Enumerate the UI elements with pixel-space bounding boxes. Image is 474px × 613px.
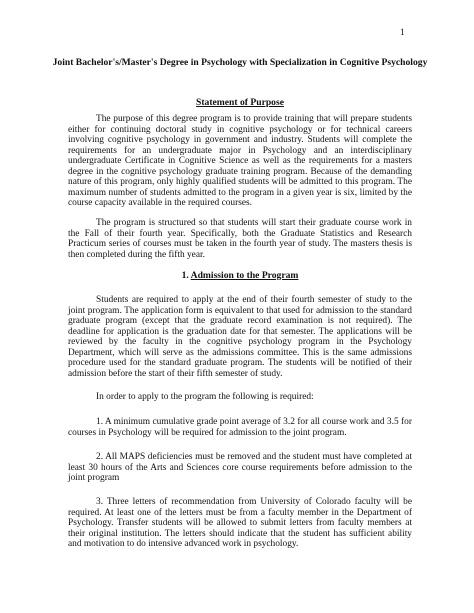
requirements-intro: In order to apply to the program the following is required: [96, 392, 314, 402]
structure-paragraph: The program is structured so that students will start their graduate course work in the Fall of their fourth year. Specifically, both the Graduate Statistics and Research Practicum series of courses must be taken in the fourth year of study. The masters thesis is then completed during the fifth year. [68, 218, 412, 260]
document-title: Joint Bachelor's/Master's Degree in Psychology with Specialization in Cognitive Psychology [52, 57, 428, 68]
section-number: 1. [181, 270, 189, 281]
requirement-gpa: 1. A minimum cumulative grade point average of 3.2 for all course work and 3.5 for courses in Psychology will be required for admission to the joint program. [68, 417, 412, 438]
admission-paragraph: Students are required to apply at the end of their fourth semester of study to the joint program. The application form is equivalent to that used for admission to the standard graduate program (except that the graduate record examination is not required). The deadline for application is the graduation date for that semester. The applications will be reviewed by the faculty in the cognitive psychology program in the Psychology Department, which will serve as the admissions committee. This is the same admissions procedure used for the standard graduate program. The students will be notified of their admission before the start of their fifth semester of study. [68, 295, 412, 379]
section-title: Admission to the Program [190, 270, 299, 281]
requirement-maps: 2. All MAPS deficiencies must be removed and the student must have completed at least 30 hours of the Arts and Sciences core course requirements before admission to the joint program [68, 452, 412, 484]
section-heading-admission [40, 270, 440, 281]
page-number: 1 [400, 28, 405, 38]
requirement-letters: 3. Three letters of recommendation from University of Colorado faculty will be required. At least one of the letters must be from a faculty member in the Department of Psychology. Transfer students will be allowed to submit letters from faculty members at their original institution. The letters should indicate that the student has sufficient ability and motivation to do intensive advanced work in psychology. [68, 497, 412, 550]
purpose-paragraph: The purpose of this degree program is to provide training that will prepare students either for continuing doctoral study in cognitive psychology or for technical careers involving cognitive psychology in government and industry. Students will complete the requirements for an undergraduate major in Psychology and an interdisciplinary undergraduate Certificate in Cognitive Science as well as the requirements for a masters degree in the cognitive psychology graduate training program. Because of the demanding nature of this program, only highly qualified students will be admitted to this program. The maximum number of students admitted to the program in a given year is six, limited by the course capacity available in the required courses. [68, 114, 412, 209]
statement-heading: Statement of Purpose [196, 97, 284, 108]
